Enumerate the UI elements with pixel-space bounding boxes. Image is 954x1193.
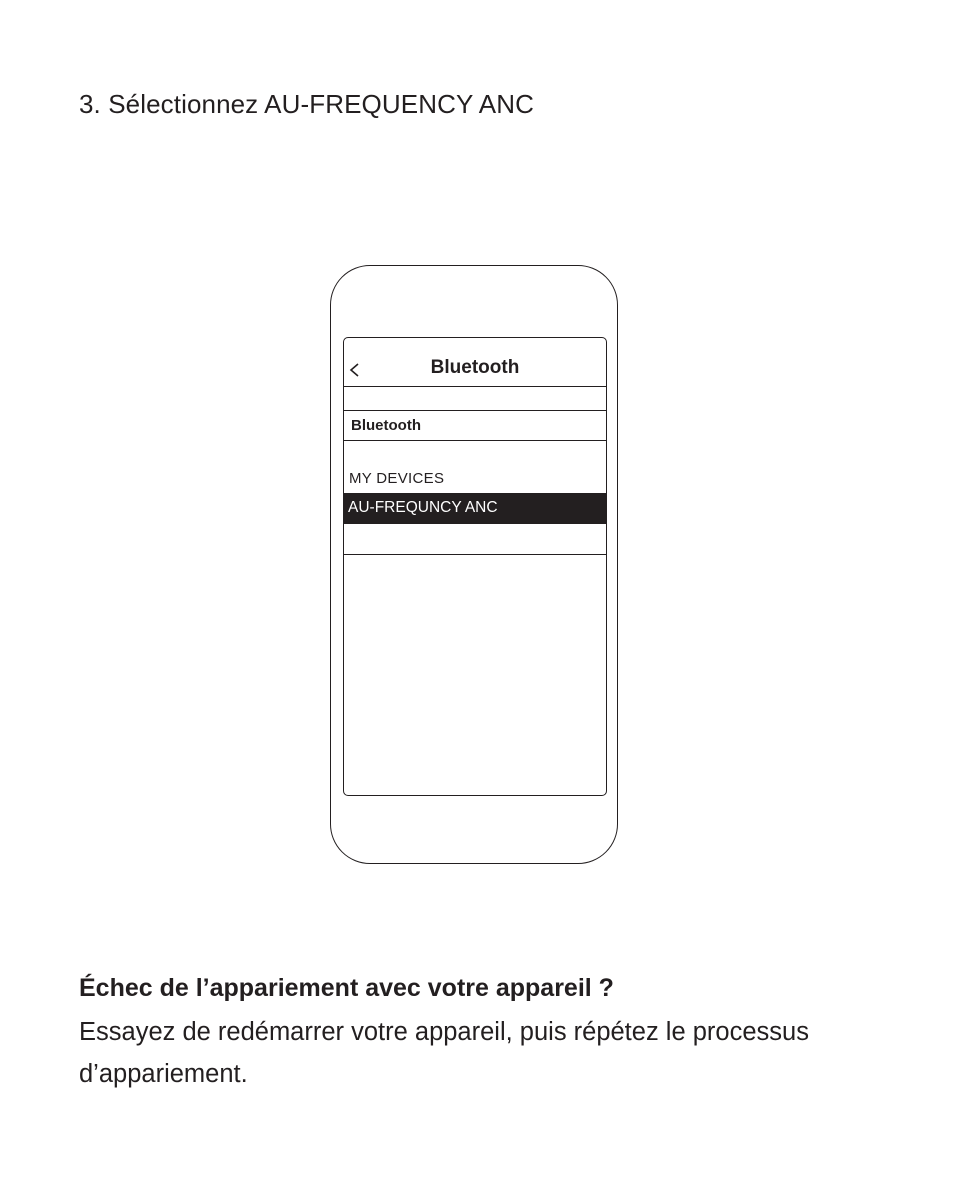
phone-screen — [343, 337, 607, 796]
device-label: AU-FREQUNCY ANC — [348, 499, 498, 516]
step-title: 3. Sélectionnez AU-FREQUENCY ANC — [79, 89, 535, 119]
phone-illustration — [330, 265, 618, 864]
device-row-selected[interactable] — [344, 493, 606, 524]
troubleshooting-heading: Échec de l’appariement avec votre appareil ? — [79, 974, 614, 1002]
nav-bar — [344, 338, 606, 387]
my-devices-header: MY DEVICES — [349, 470, 445, 487]
bluetooth-toggle-row[interactable] — [344, 410, 606, 441]
bluetooth-row-label: Bluetooth — [351, 417, 421, 434]
nav-title: Bluetooth — [430, 357, 520, 378]
empty-device-row — [344, 524, 606, 555]
troubleshooting-body: Essayez de redémarrer votre appareil, puis répétez le processus d’appariement. — [79, 1018, 809, 1088]
